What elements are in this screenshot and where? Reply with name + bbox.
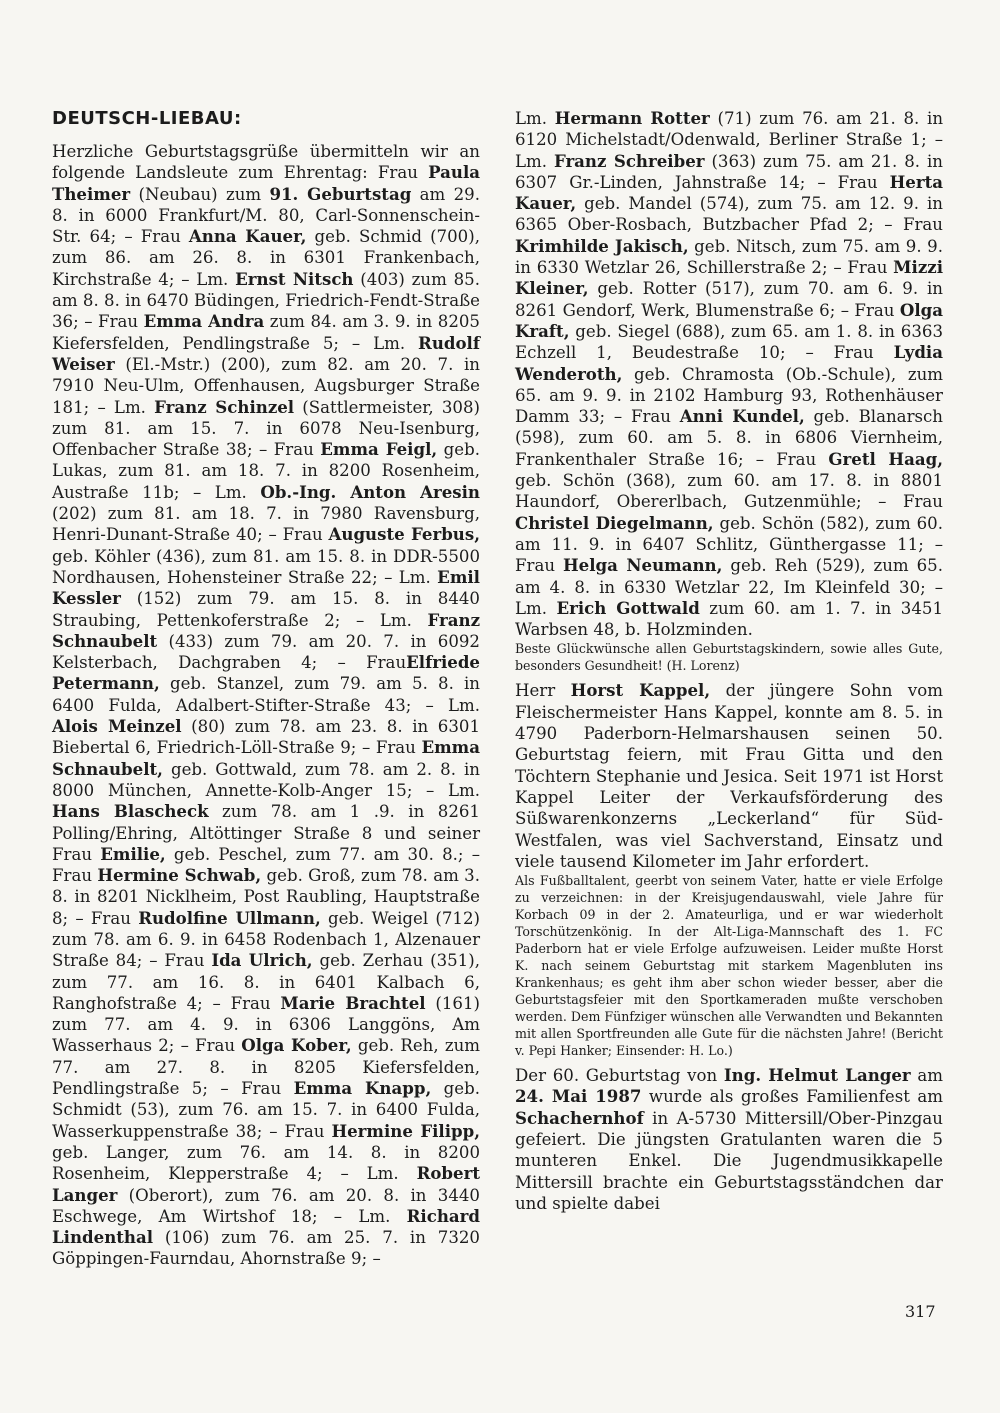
bold-name: Emma Schnaubelt, <box>52 737 480 779</box>
text-run: in A-5730 Mittersill/Ober-Pinzgau gefeiert. Die jüngsten Gratulanten waren die 5 munteren Enkel. Die Jugendmusikkapelle Mittersill brachte ein Geburtstagsständchen dar und spielte dabei <box>515 1108 943 1213</box>
text-run: Herr <box>515 681 571 701</box>
bold-name: Emma Knapp, <box>293 1078 432 1099</box>
kappel-article <box>515 680 943 872</box>
text-run: der jüngere Sohn vom Fleischermeister Hans Kappel, konnte am 8. 5. in 4790 Paderborn-Helmarshausen seinen 50. Geburtstag feiern, mit Frau Gitta und den Töchtern Stephanie und Jesica. Seit 1971 ist Horst Kappel Leiter der Verkaufsförderung des Süßwarenkonzerns „Leckerland“ für Süd-Westfalen, was viel Sachverstand, Einsatz und viele tausend Kilometer im Jahr erfordert. <box>515 681 943 871</box>
bold-name: Hermine Filipp, <box>331 1120 481 1141</box>
kappel-sports-note: Als Fußballtalent, geerbt von seinem Vater, hatte er viele Erfolge zu verzeichnen: in der Kreisjugendauswahl, viele Jahre für Korbach 09 in der 2. Amateurliga, und er war wiederholt Torschützenkönig. In der Alt-Liga-Mannschaft des 1. FC Paderborn hat er viele Erfolge aufzuweisen. Leider mußte Horst K. nach seinem Geburtstag mit starkem Magenbluten ins Krankenhaus; es geht ihm aber schon wieder besser, aber die Geburtstagsfeier mit den Sportkameraden mußte verschoben werden. Dem Fünfziger wünschen alle Verwandten und Bekannten mit allen Sportfreunden alle Gute für die nächsten Jahre! (Bericht v. Pepi Hanker; Einsender: H. Lo.) <box>515 873 943 1059</box>
bold-name: Marie Brachtel <box>280 992 426 1013</box>
bold-name: Gretl Haag, <box>828 448 943 469</box>
bold-name: Emilie, <box>100 843 166 864</box>
bold-name: Franz Schinzel <box>154 396 295 417</box>
bold-name: Christel Diegelmann, <box>515 512 714 533</box>
bold-name: Anna Kauer, <box>188 226 307 247</box>
text-run: zum 84. am 3. 9. in 8205 Kiefersfelden, Pendlingstraße 5; – Lm. <box>52 312 480 353</box>
bold-name: Hans Blascheck <box>52 801 209 822</box>
text-run: Der 60. Geburtstag von <box>515 1066 724 1086</box>
langer-article <box>515 1065 943 1214</box>
bold-name: Emma Andra <box>143 311 265 332</box>
bold-name: Franz Schnaubelt <box>52 609 480 651</box>
bold-name: Auguste Ferbus, <box>328 524 480 545</box>
bold-name: Anni Kundel, <box>679 406 805 427</box>
text-run: (71) zum 76. am 21. 8. in 6120 Michelstadt/Odenwald, Berliner Straße 1; – Lm. <box>515 109 944 171</box>
text-run: geb. Reh (529), zum 65. am 4. 8. in 6330 Wetzlar 22, Im Kleinfeld 30; – Lm. <box>515 556 943 618</box>
text-run: geb. Zerhau (351), zum 77. am 16. 8. in 6401 Kalbach 6, Ranghofstraße 4; – Frau <box>52 951 480 1013</box>
left-column <box>52 108 480 1270</box>
text-run: geb. Stanzel, zum 79. am 5. 8. in 6400 Fulda, Adalbert-Stifter-Straße 43; – Lm. <box>52 674 480 715</box>
bold-name: Horst Kappel, <box>570 680 711 701</box>
text-run: am <box>910 1066 943 1086</box>
text-run: geb. Reh, zum 77. am 27. 8. in 8205 Kiefersfelden, Pendlingstraße 5; – Frau <box>52 1036 480 1099</box>
text-run: (161) zum 77. am 4. 9. in 6306 Langgöns, Am Wasserhaus 2; – Frau <box>52 993 480 1056</box>
bold-name: Rudolf Weiser <box>52 332 480 374</box>
bold-name: Elfriede Petermann, <box>52 652 480 694</box>
bold-name: Helga Neumann, <box>563 555 723 576</box>
bold-name: Alois Meinzel <box>52 716 182 737</box>
bold-name: Ing. Helmut Langer <box>723 1065 911 1086</box>
bold-name: Emil Kessler <box>52 566 480 609</box>
text-run: geb. Schön (582), zum 60. am 11. 9. in 6407 Schlitz, Günthergasse 11; – Frau <box>515 513 943 576</box>
bold-name: Mizzi Kleiner, <box>515 257 943 299</box>
bold-name: Lydia Wenderoth, <box>515 342 943 384</box>
text-run: (152) zum 79. am 15. 8. in 8440 Straubing, Pettenkoferstraße 2; – Lm. <box>52 589 480 630</box>
text-run: geb. Chramosta (Ob.-Schule), zum 65. am 9. 9. in 2102 Hamburg 93, Rothenhäuser Damm 33; – Frau <box>515 364 943 427</box>
bold-name: Ernst Nitsch <box>235 268 354 289</box>
text-run: (363) zum 75. am 21. 8. in 6307 Gr.-Linden, Jahnstraße 14; – Frau <box>515 151 943 192</box>
text-run: geb. Nitsch, zum 75. am 9. 9. in 6330 Wetzlar 26, Schillerstraße 2; – Frau <box>515 236 944 278</box>
right-column <box>515 108 943 1214</box>
bold-name: Robert Langer <box>52 1163 480 1205</box>
text-run: (80) zum 78. am 23. 8. in 6301 Biebertal 6, Friedrich-Löll-Straße 9; – Frau <box>52 717 481 758</box>
text-run: (Sattlermeister, 308) zum 81. am 15. 7. in 6078 Neu-Isenburg, Offenbacher Straße 38; – Frau <box>52 397 480 460</box>
bold-name: Olga Kraft, <box>515 299 943 341</box>
bold-name: Rudolfine Ullmann, <box>138 907 321 928</box>
text-run: zum 78. am 1 .9. in 8261 Polling/Ehring, Altöttinger Straße 8 und seiner Frau <box>52 802 480 864</box>
bold-name: Hermine Schwab, <box>97 865 262 886</box>
greeting-note: Beste Glückwünsche allen Geburtstagskindern, sowie alles Gute, besonders Gesundheit! (H. Lorenz) <box>515 641 943 674</box>
bold-name: Erich Gottwald <box>556 597 700 618</box>
bold-name: Krimhilde Jakisch, <box>515 235 689 256</box>
bold-name: 24. Mai 1987 <box>515 1086 642 1107</box>
text-run: wurde als großes Familienfest am <box>641 1087 943 1107</box>
birthday-list-left <box>52 141 480 1270</box>
birthday-list-right <box>515 108 943 640</box>
text-run: (106) zum 76. am 25. 7. in 7320 Göppingen-Faurndau, Ahornstraße 9; – <box>52 1228 480 1269</box>
text-run: geb. Peschel, zum 77. am 30. 8.; – Frau <box>52 844 481 886</box>
page-number: 317 <box>905 1302 936 1321</box>
text-run: Herzliche Geburtstagsgrüße übermitteln wir an folgende Landsleute zum Ehrentag: Frau <box>52 142 480 183</box>
text-run: geb. Lukas, zum 81. am 18. 7. in 8200 Rosenheim, Austraße 11b; – Lm. <box>52 440 480 502</box>
text-run: geb. Schmidt (53), zum 76. am 15. 7. in 6400 Fulda, Wasserkuppenstraße 38; – Frau <box>52 1079 480 1141</box>
text-run: (El.-Mstr.) (200), zum 82. am 20. 7. in 7910 Neu-Ulm, Offenhausen, Augsburger Straße 181; – Lm. <box>52 354 480 417</box>
bold-name: Olga Kober, <box>241 1035 352 1056</box>
text-run: geb. Weigel (712) zum 78. am 6. 9. in 6458 Rodenbach 1, Alzenauer Straße 84; – Frau <box>52 908 480 971</box>
bold-name: Emma Feigl, <box>320 439 438 460</box>
text-run: geb. Langer, zum 76. am 14. 8. in 8200 Rosenheim, Klepperstraße 4; – Lm. <box>52 1142 480 1184</box>
bold-name: Paula Theimer <box>52 162 480 204</box>
bold-name: 91. Geburtstag <box>269 183 412 204</box>
text-run: geb. Gottwald, zum 78. am 2. 8. in 8000 München, Annette-Kolb-Anger 15; – Lm. <box>52 759 480 800</box>
bold-name: Richard Lindenthal <box>52 1205 480 1248</box>
bold-name: Franz Schreiber <box>553 150 705 171</box>
text-run: (403) zum 85. am 8. 8. in 6470 Büdingen, Friedrich-Fendt-Straße 36; – Frau <box>52 269 480 332</box>
text-run: (Oberort), zum 76. am 20. 8. in 3440 Eschwege, Am Wirtshof 18; – Lm. <box>52 1185 480 1226</box>
bold-name: Ida Ulrich, <box>211 950 313 971</box>
text-run: geb. Köhler (436), zum 81. am 15. 8. in DDR-5500 Nordhausen, Hohensteiner Straße 22; – Lm. <box>52 546 480 587</box>
text-run: geb. Groß, zum 78. am 3. 8. in 8201 Nicklheim, Post Raubling, Hauptstraße 8; – Frau <box>52 866 480 928</box>
text-run: geb. Mandel (574), zum 75. am 12. 9. in 6365 Ober-Rosbach, Butzbacher Pfad 2; – Frau <box>515 194 943 235</box>
text-run: geb. Blanarsch (598), zum 60. am 5. 8. in 6806 Viernheim, Frankenthaler Straße 16; – Frau <box>515 407 943 469</box>
bold-name: Schachernhof <box>515 1107 644 1128</box>
text-run: (Neubau) zum <box>130 184 270 204</box>
text-run: geb. Schön (368), zum 60. am 17. 8. in 8801 Haundorf, Obererlbach, Gutzenmühle; – Frau <box>515 471 943 512</box>
section-heading: DEUTSCH-LIEBAU: <box>52 108 242 129</box>
text-run: geb. Schmid (700), zum 86. am 26. 8. in 6301 Frankenbach, Kirchstraße 4; – Lm. <box>52 227 480 289</box>
bold-name: Ob.-Ing. Anton Aresin <box>260 481 480 502</box>
bold-name: Hermann Rotter <box>554 108 710 128</box>
text-run: geb. Rotter (517), zum 70. am 6. 9. in 8261 Gendorf, Werk, Blumenstraße 6; – Frau <box>515 279 943 320</box>
text-run: (202) zum 81. am 18. 7. in 7980 Ravensburg, Henri-Dunant-Straße 40; – Frau <box>52 504 480 545</box>
text-run: zum 60. am 1. 7. in 3451 Warbsen 48, b. Holzminden. <box>515 598 943 640</box>
text-run: am 29. 8. in 6000 Frankfurt/M. 80, Carl-Sonnenschein-Str. 64; – Frau <box>52 184 481 247</box>
text-run: Lm. <box>515 109 555 128</box>
text-run: geb. Siegel (688), zum 65. am 1. 8. in 6363 Echzell 1, Beudestraße 10; – Frau <box>515 321 943 363</box>
text-run: (433) zum 79. am 20. 7. in 6092 Kelsterbach, Dachgraben 4; – Frau <box>52 631 480 673</box>
bold-name: Herta Kauer, <box>515 171 943 214</box>
